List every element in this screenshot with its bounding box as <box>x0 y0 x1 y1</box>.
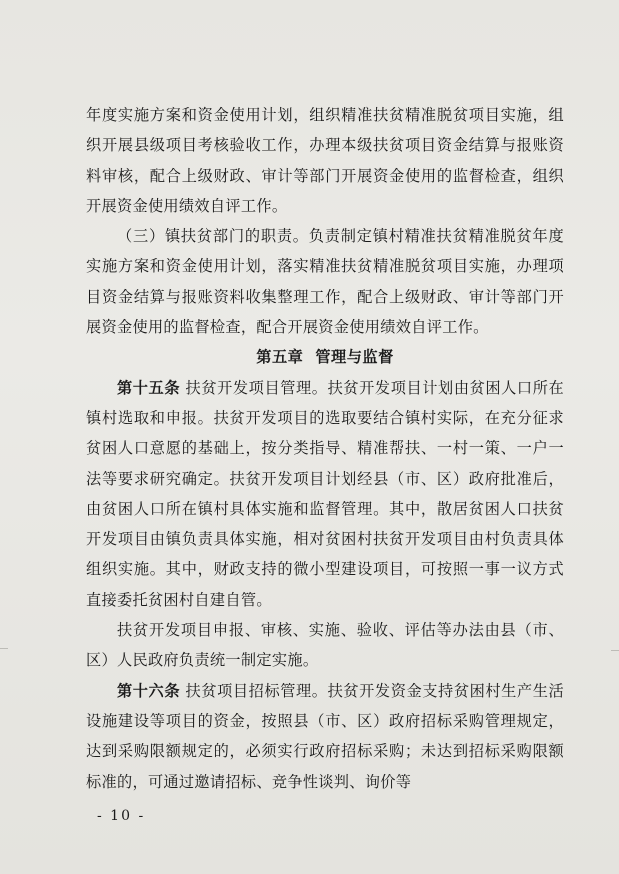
scan-margin-mark <box>0 648 8 649</box>
article-16-text: 扶贫项目招标管理。扶贫开发资金支持贫困村生产生活设施建设等项目的资金，按照县（市、区）政府招标采购管理规定，达到采购限额规定的，必须实行政府招标采购；未达到招标采购限额标准的，可通过邀请招标、竞争性谈判、询价等 <box>86 681 564 791</box>
article-15 <box>86 373 564 615</box>
page-number: - 10 - <box>97 808 146 824</box>
paragraph-continued: 年度实施方案和资金使用计划，组织精准扶贫精准脱贫项目实施，组织开展县级项目考核验收工作，办理本级扶贫项目资金结算与报账资料审核，配合上级财政、审计等部门开展资金使用的监督检查，组织开展资金使用绩效自评工作。 <box>86 106 564 215</box>
scan-margin-mark <box>611 650 619 651</box>
chapter-number: 第五章 <box>256 348 304 367</box>
document-body <box>86 100 564 797</box>
chapter-title: 管理与监督 <box>315 348 394 367</box>
article-16 <box>86 676 564 797</box>
article-15-text: 扶贫开发项目管理。扶贫开发项目计划由贫困人口所在镇村选取和申报。扶贫开发项目的选取要结合镇村实际，在充分征求贫困人口意愿的基础上，按分类指导、精准帮扶、一村一策、一户一法等要求研究确定。扶贫开发项目计划经县（市、区）政府批准后，由贫困人口所在镇村具体实施和监督管理。其中，散居贫困人口扶贫开发项目由镇负责具体实施，相对贫困村扶贫开发项目由村负责具体组织实施。其中，财政支持的微小型建设项目，可按照一事一议方式直接委托贫困村自建自管。 <box>86 378 564 609</box>
paragraph-project-rules: 扶贫开发项目申报、审核、实施、验收、评估等办法由县（市、区）人民政府负责统一制定实施。 <box>86 621 564 670</box>
article-15-label: 第十五条 <box>117 378 181 397</box>
paragraph-town-duties: （三）镇扶贫部门的职责。负责制定镇村精准扶贫精准脱贫年度实施方案和资金使用计划，落实精准扶贫精准脱贫项目实施，办理项目资金结算与报账资料收集整理工作，配合上级财政、审计等部门开展资金使用的监督检查，配合开展资金使用绩效自评工作。 <box>86 227 564 337</box>
chapter-heading <box>86 342 564 372</box>
article-16-label: 第十六条 <box>117 681 181 700</box>
